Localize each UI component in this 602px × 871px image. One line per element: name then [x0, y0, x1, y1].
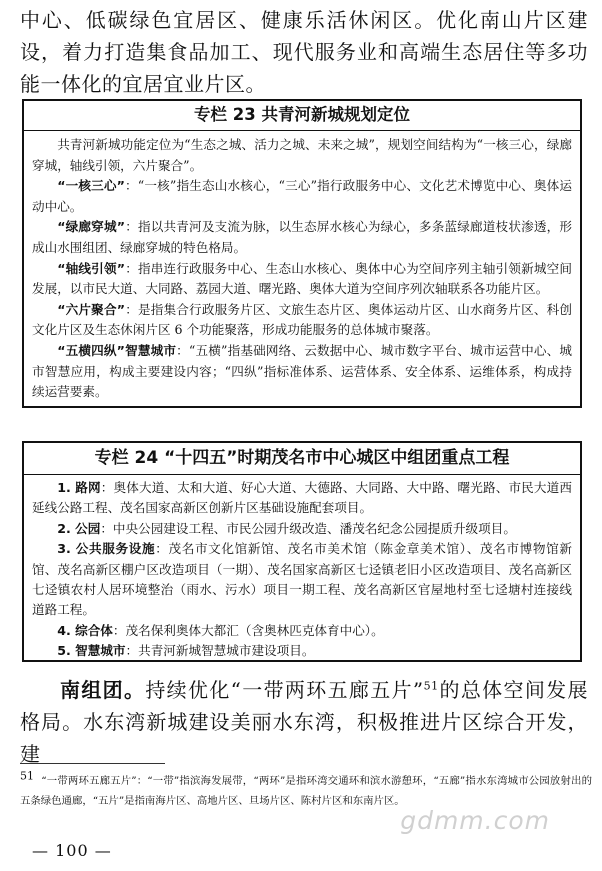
section-heading: 南组团。	[60, 678, 146, 702]
footnote: $^{51}$ “一带两环五廊五片”：“一带”指滨海发展带，“两环”是指环湾交通环和滨水游憩环，“五廊”指水东湾城市公园放射出的五条绿色通廊，“五片”是指南海片区、高地片区、旦场片区、陈村片区和东南片区。	[20, 769, 592, 807]
box-title: 专栏 23 共青河新城规划定位	[24, 101, 580, 131]
footnote-divider	[20, 763, 165, 764]
project-item: 5. 智慧城市：共青河新城智慧城市建设项目。	[57, 643, 315, 659]
intro-paragraph: 中心、低碳绿色宜居区、健康乐活休闲区。优化南山片区建设，着力打造集食品加工、现代服务业和高端生态居住等多功能一体化的宜居宜业片区。	[20, 8, 588, 96]
box-body	[24, 131, 580, 403]
box-body	[24, 475, 580, 662]
box-title: 专栏 24 “十四五”时期茂名市中心城区中组团重点工程	[24, 443, 580, 475]
footnote-marker: 51	[423, 679, 439, 693]
column-box-24	[22, 441, 582, 662]
project-item: 4. 综合体：茂名保利奥体大都汇（含奥林匹克体育中心）。	[57, 622, 384, 638]
box-paragraph: “绿廊穿城”：指以共青河及支流为脉，以生态屏水核心为绿心，多条蓝绿廊道枝状渗透，形成山水围组团、绿廊穿城的特色格局。	[32, 219, 573, 255]
box-paragraph: “六片聚合”：是指集合行政服务片区、文旅生态片区、奥体运动片区、山水商务片区、科创文化片区及生态休闲片区 6 个功能聚落，形成功能服务的总体城市聚落。	[32, 301, 573, 338]
box-paragraph: “轴线引领”：指串连行政服务中心、生态山水核心、奥体中心为空间序列主轴引领新城空间发展，以市民大道、大同路、荔园大道、曙光路、奥体大道为空间序列次轴联系各功能片区。	[32, 260, 573, 297]
page-number: — 100 —	[32, 841, 112, 860]
project-item: 1. 路网：奥体大道、太和大道、好心大道、大德路、大同路、大中路、曙光路、市民大道西延线公路工程、茂名国家高新区创新片区基础设施配套项目。	[32, 480, 572, 516]
box-paragraph: “一核三心”：“一核”指生态山水核心，“三心”指行政服务中心、文化艺术博览中心、奥体运动中心。	[32, 178, 572, 214]
box-paragraph: 共青河新城功能定位为“生态之城、活力之城、未来之城”，规划空间结构为“一核三心，绿廊穿城，轴线引领，六片聚合”。	[32, 137, 572, 173]
project-item: 2. 公园：中央公园建设工程、市民公园升级改造、潘茂名纪念公园提质升级项目。	[57, 520, 516, 536]
box-paragraph: “五横四纵”智慧城市：“五横”指基础网络、云数据中心、城市数字平台、城市运营中心、城市智慧应用，构成主要建设内容；“四纵”指标准体系、运营体系、安全体系、运维体系，构成持续运营要素。	[32, 342, 572, 400]
watermark: gdmm.com	[400, 806, 550, 835]
footnote-number: 51	[20, 769, 34, 783]
project-item: 3. 公共服务设施：茂名市文化馆新馆、茂名市美术馆（陈金章美术馆）、茂名市博物馆新馆、茂名高新区棚户区改造项目（一期）、茂名国家高新区七迳镇老旧小区改造项目、茂名高新区七迳镇农村人居环境整治（雨水、污水）项目一期工程、茂名高新区官屋地村至七迳塘村连接线道路工程。	[32, 541, 572, 618]
south-group-paragraph: 南组团。持续优化“一带两环五廊五片”$^{51}$的总体空间发展格局。水东湾新城建设美丽水东湾，积极推进片区综合开发，建	[20, 678, 589, 766]
column-box-23	[22, 99, 582, 408]
